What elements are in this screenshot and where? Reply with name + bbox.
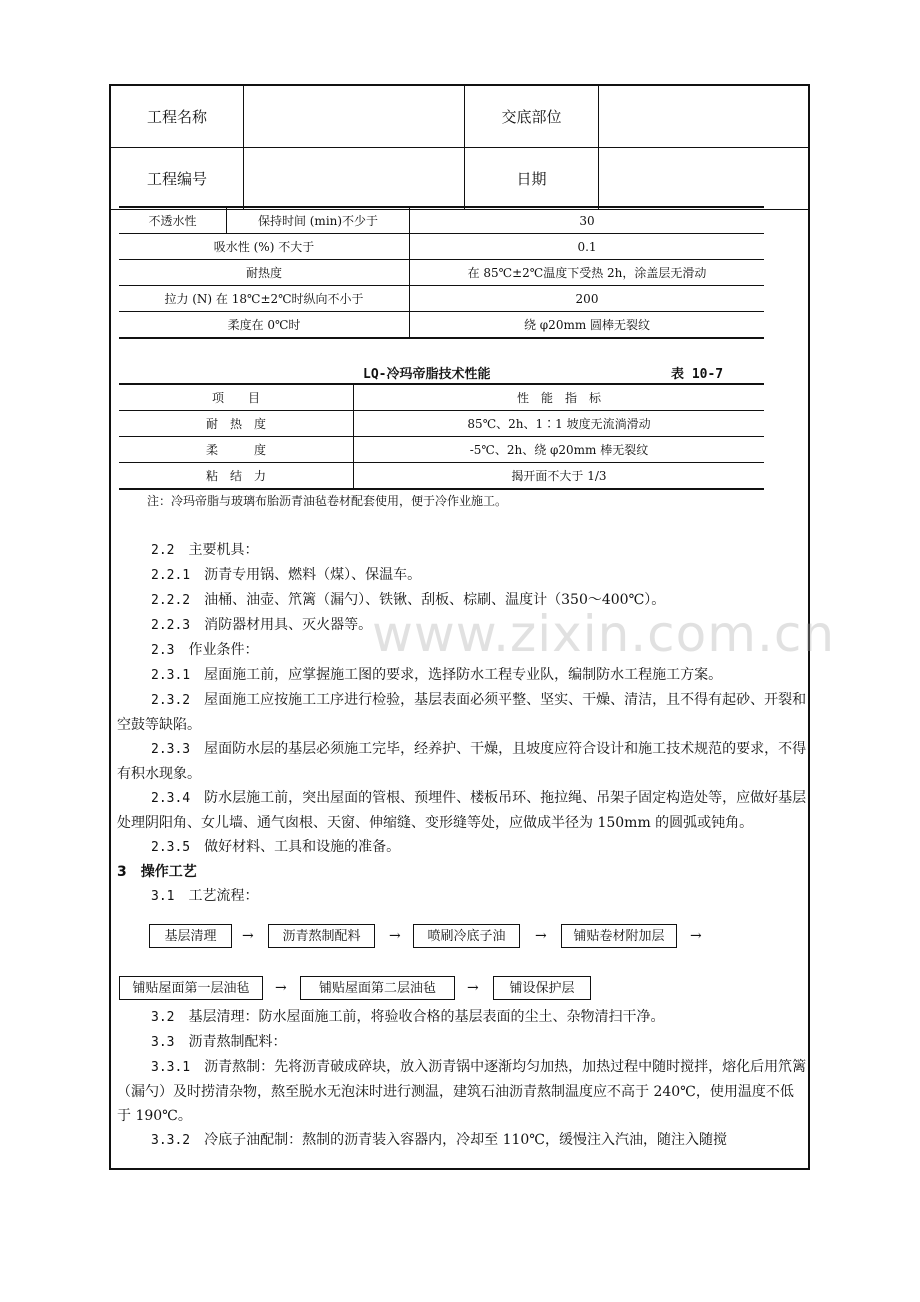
section-2-2-1: 2.2.1 沥青专用锅、燃料（煤）、保温车。	[151, 567, 422, 583]
flow-step-protective-layer: 铺设保护层	[493, 976, 591, 1000]
section-3-3-1: 3.3.1 沥青熬制：先将沥青破成碎块，放入沥青锅中逐渐均匀加热，加热过程中随时搅拌，熔化后用笊篱（漏勺）及时捞清杂物，熬至脱水无泡沫时进行测温，建筑石油沥青熬制温度应不高于 240℃，使用温度不低于 190℃。	[117, 1059, 807, 1124]
arrow-icon: →	[690, 928, 702, 944]
performance-table	[119, 383, 764, 490]
table-cell: 200	[410, 286, 765, 312]
arrow-icon: →	[389, 928, 401, 944]
section-3-3: 3.3 沥青熬制配料：	[151, 1034, 287, 1050]
section-3-3-2: 3.3.2 冷底子油配制：熬制的沥青装入容器内，冷却至 110℃，缓慢注入汽油，随注入随搅	[151, 1132, 727, 1148]
table-cell: 柔 度	[119, 437, 354, 463]
flow-step-primer-spraying: 喷刷冷底子油	[413, 924, 520, 948]
table-cell: 0.1	[410, 234, 765, 260]
section-2-3: 2.3 作业条件：	[151, 642, 259, 658]
arrow-icon: →	[275, 980, 287, 996]
table-cell: 绕 φ20mm 圆棒无裂纹	[410, 312, 765, 339]
flow-step-base-cleaning: 基层清理	[149, 924, 232, 948]
section-3-1: 3.1 工艺流程：	[151, 888, 259, 904]
table-cell: 粘 结 力	[119, 463, 354, 490]
table-cell: 耐 热 度	[119, 411, 354, 437]
project-name-label: 工程名称	[111, 86, 244, 148]
table-row	[119, 260, 764, 286]
table-cell: 在 85℃±2℃温度下受热 2h，涂盖层无滑动	[410, 260, 765, 286]
arrow-icon: →	[242, 928, 254, 944]
table-row	[119, 286, 764, 312]
flow-step-first-felt-layer: 铺贴屋面第一层油毡	[119, 976, 263, 1000]
arrow-icon: →	[535, 928, 547, 944]
handover-part-value	[599, 86, 809, 148]
section-3-heading: 3 操作工艺	[117, 864, 197, 880]
table-number: 表 10-7	[671, 367, 724, 382]
table-cell: 85℃、2h、1∶1 坡度无流淌滑动	[354, 411, 765, 437]
table-cell: 柔度在 0℃时	[119, 312, 410, 339]
column-header: 项 目	[119, 384, 354, 411]
column-header: 性 能 指 标	[354, 384, 765, 411]
table-row	[119, 411, 764, 437]
table-header-row	[119, 384, 764, 411]
table-cell: 耐热度	[119, 260, 410, 286]
flow-step-asphalt-boiling: 沥青熬制配料	[268, 924, 375, 948]
table-cell: -5℃、2h、绕 φ20mm 棒无裂纹	[354, 437, 765, 463]
project-no-label: 工程编号	[111, 148, 244, 210]
table-cell: 不透水性	[119, 207, 227, 234]
table-cell: 30	[410, 207, 765, 234]
header-table	[111, 86, 808, 210]
table-cell: 吸水性 (%) 不大于	[119, 234, 410, 260]
table-cell: 保持时间 (min)不少于	[227, 207, 410, 234]
table-cell: 揭开面不大于 1/3	[354, 463, 765, 490]
section-2-2-2: 2.2.2 油桶、油壶、笊篱（漏勺）、铁锹、刮板、棕刷、温度计（350～400℃）。	[151, 592, 666, 608]
section-2-3-2: 2.3.2 屋面施工应按施工工序进行检验，基层表面必须平整、坚实、干燥、清洁，且不得有起砂、开裂和空鼓等缺陷。	[117, 692, 807, 733]
section-2-2: 2.2 主要机具：	[151, 542, 259, 558]
date-value	[599, 148, 809, 210]
table-row	[119, 437, 764, 463]
table-note: 注：冷玛帝脂与玻璃布胎沥青油毡卷材配套使用，便于冷作业施工。	[147, 494, 508, 508]
section-2-3-3: 2.3.3 屋面防水层的基层必须施工完毕，经养护、干燥，且坡度应符合设计和施工技术规范的要求，不得有积水现象。	[117, 741, 807, 782]
flow-step-additional-layer: 铺贴卷材附加层	[561, 924, 677, 948]
date-label: 日期	[465, 148, 599, 210]
properties-table	[119, 206, 764, 339]
table-title: LQ-冷玛帝脂技术性能	[363, 367, 491, 382]
table-row	[119, 207, 764, 234]
flow-step-second-felt-layer: 铺贴屋面第二层油毡	[300, 976, 455, 1000]
table-caption	[119, 363, 764, 383]
arrow-icon: →	[467, 980, 479, 996]
handover-part-label: 交底部位	[465, 86, 599, 148]
section-2-3-1: 2.3.1 屋面施工前，应掌握施工图的要求，选择防水工程专业队，编制防水工程施工方案。	[151, 667, 723, 683]
table-cell: 拉力 (N) 在 18℃±2℃时纵向不小于	[119, 286, 410, 312]
table-row	[119, 463, 764, 490]
project-no-value	[244, 148, 465, 210]
section-2-3-4: 2.3.4 防水层施工前，突出屋面的管根、预埋件、楼板吊环、拖拉绳、吊架子固定构造处等，应做好基层处理阴阳角、女儿墙、通气囱根、天窗、伸缩缝、变形缝等处，应做成半径为 150mm 的圆弧或钝角。	[117, 790, 807, 831]
section-3-2: 3.2 基层清理：防水屋面施工前，将验收合格的基层表面的尘土、杂物清扫干净。	[151, 1009, 665, 1025]
section-2-2-3: 2.2.3 消防器材用具、灭火器等。	[151, 617, 373, 633]
project-name-value	[244, 86, 465, 148]
table-row	[119, 312, 764, 339]
section-2-3-5: 2.3.5 做好材料、工具和设施的准备。	[151, 839, 401, 855]
watermark: www.zixin.com.cn	[372, 605, 836, 663]
table-row	[119, 234, 764, 260]
